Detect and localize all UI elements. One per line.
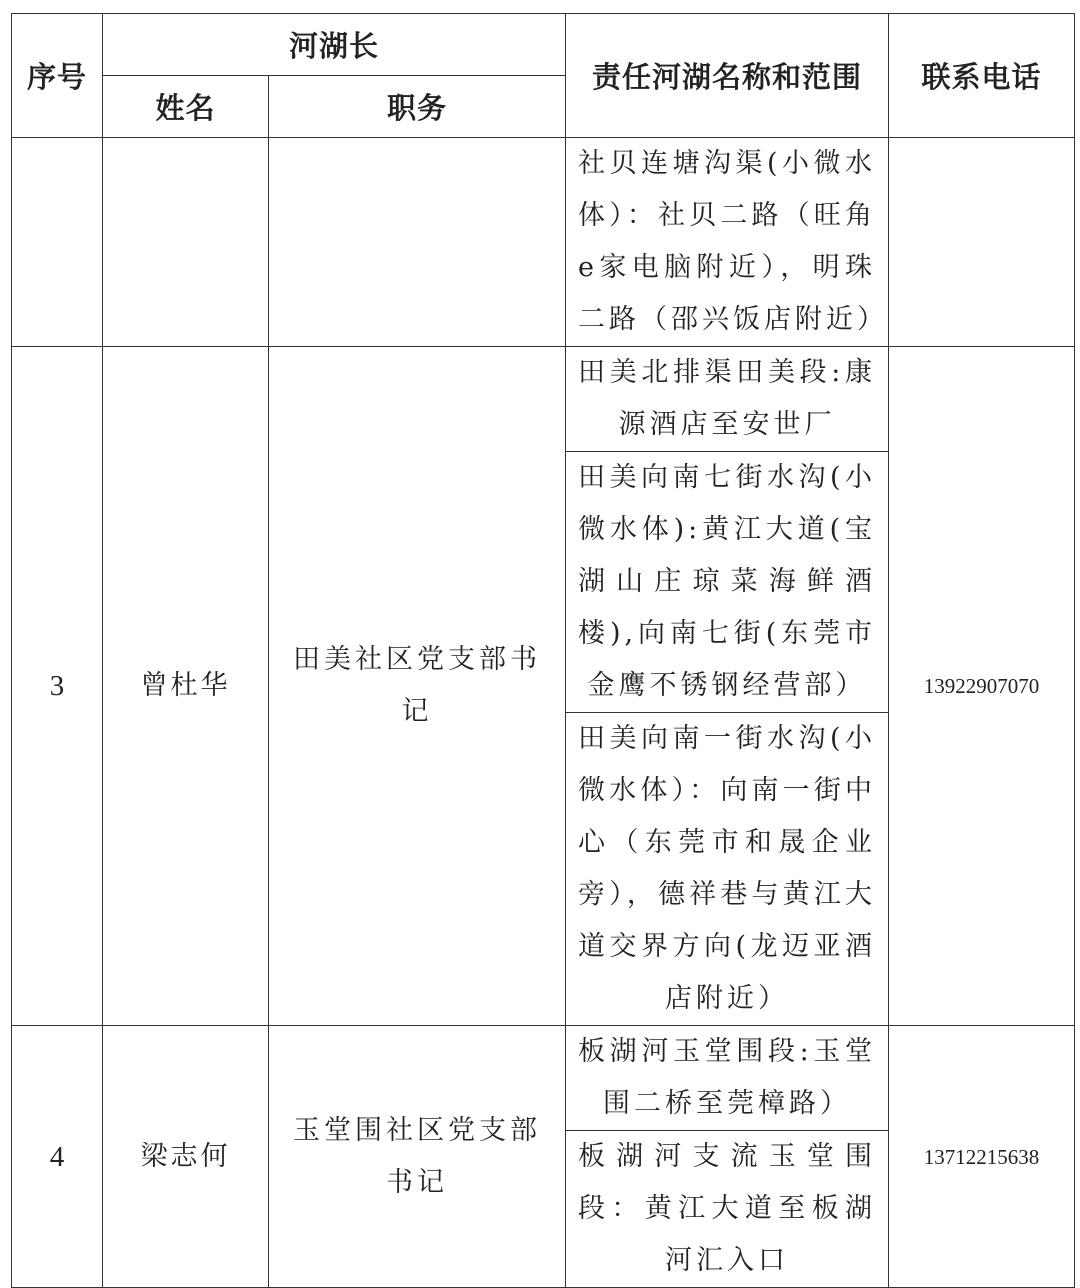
table-row — [12, 1026, 1075, 1131]
row-post: 玉堂围社区党支部书记 — [269, 1026, 566, 1288]
row-scope: 板湖河玉堂围段:玉堂围二桥至莞樟路） — [566, 1026, 889, 1131]
row-name: 曾杜华 — [103, 347, 269, 1026]
row-scope: 板湖河支流玉堂围段：黄江大道至板湖河汇入口 — [566, 1131, 889, 1288]
table-row — [12, 347, 1075, 452]
row-name — [103, 138, 269, 347]
table-row — [12, 138, 1075, 347]
header-post: 职务 — [269, 76, 566, 138]
row-scope: 田美向南七街水沟(小微水体):黄江大道(宝湖山庄琼菜海鲜酒楼),向南七街(东莞市金鹰不锈钢经营部） — [566, 452, 889, 713]
header-index: 序号 — [12, 14, 103, 138]
header-phone: 联系电话 — [889, 14, 1075, 138]
row-index: 4 — [12, 1026, 103, 1288]
row-scope: 社贝连塘沟渠(小微水体）：社贝二路（旺角e家电脑附近），明珠二路（邵兴饭店附近） — [566, 138, 889, 347]
row-phone: 13712215638 — [889, 1026, 1075, 1288]
row-scope: 田美向南一街水沟(小微水体）：向南一街中心（东莞市和晟企业旁），德祥巷与黄江大道交界方向(龙迈亚酒店附近） — [566, 713, 889, 1026]
row-phone: 13922907070 — [889, 347, 1075, 1026]
river-chief-table — [11, 13, 1075, 1288]
header-scope: 责任河湖名称和范围 — [566, 14, 889, 138]
header-name: 姓名 — [103, 76, 269, 138]
row-name: 梁志何 — [103, 1026, 269, 1288]
row-index — [12, 138, 103, 347]
row-post: 田美社区党支部书记 — [269, 347, 566, 1026]
row-scope: 田美北排渠田美段:康源酒店至安世厂 — [566, 347, 889, 452]
row-phone — [889, 138, 1075, 347]
header-chief-group: 河湖长 — [103, 14, 566, 76]
row-post — [269, 138, 566, 347]
row-index: 3 — [12, 347, 103, 1026]
